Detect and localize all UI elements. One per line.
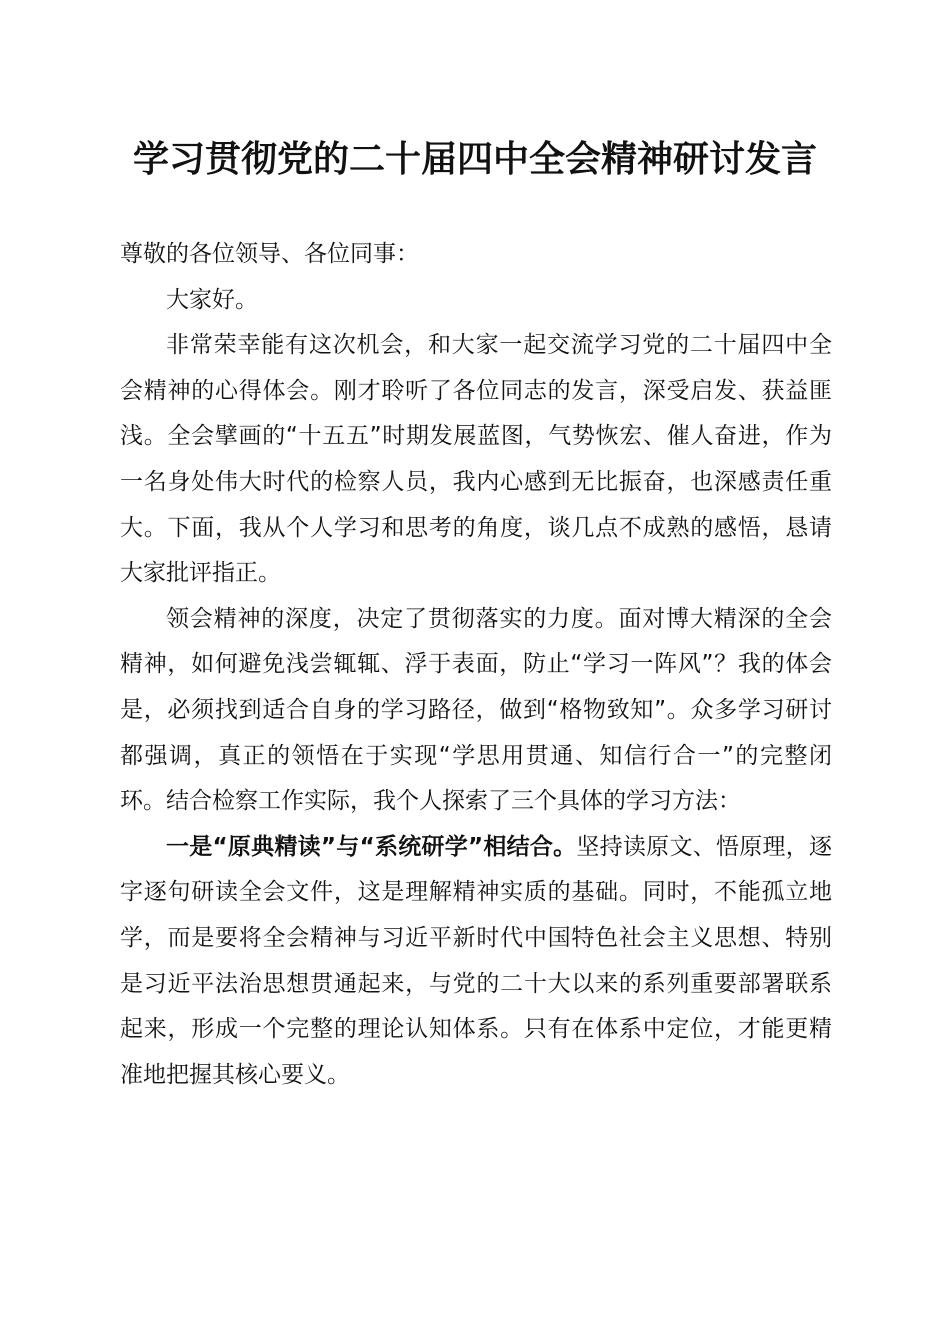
paragraph-method-one bbox=[120, 825, 832, 1099]
document-body bbox=[120, 232, 832, 1098]
paragraph-text: 非常荣幸能有这次机会，和大家一起交流学习党的二十届四中全会精神的心得体会。刚才聆听了各位同志的发言，深受启发、获益匪浅。全会擘画的“十五五”时期发展蓝图，气势恢宏、催人奋进，作为一名身处伟大时代的检察人员，我内心感到无比振奋，也深感责任重大。下面，我从个人学习和思考的角度，谈几点不成熟的感悟，恳请大家批评指正。 bbox=[120, 332, 832, 587]
paragraph-method-overview bbox=[120, 597, 832, 825]
document-title: 学习贯彻党的二十届四中全会精神研讨发言 bbox=[132, 138, 817, 180]
paragraph-text: 坚持读原文、悟原理，逐字逐句研读全会文件，这是理解精神实质的基础。同时，不能孤立地学，而是要将全会精神与习近平新时代中国特色社会主义思想、特别是习近平法治思想贯通起来，与党的二十大以来的系列重要部署联系起来，形成一个完整的理论认知体系。只有在体系中定位，才能更精准地把握其核心要义。 bbox=[120, 833, 833, 1088]
paragraph-text: 领会精神的深度，决定了贯彻落实的力度。面对博大精深的全会精神，如何避免浅尝辄辄、浮于表面，防止“学习一阵风”？我的体会是，必须找到适合自身的学习路径，做到“格物致知”。众多学习研讨都强调，真正的领悟在于实现“学思用贯通、知信行合一”的完整闭环。结合检察工作实际，我个人探索了三个具体的学习方法： bbox=[120, 605, 832, 815]
paragraph-text: 大家好。 bbox=[166, 286, 258, 313]
salutation: 尊敬的各位领导、各位同事： bbox=[120, 241, 419, 267]
paragraph-intro bbox=[120, 323, 832, 597]
paragraph-lead-heading: 一是“原典精读”与“系统研学”相结合。 bbox=[166, 833, 577, 860]
paragraph-greeting bbox=[120, 278, 832, 324]
